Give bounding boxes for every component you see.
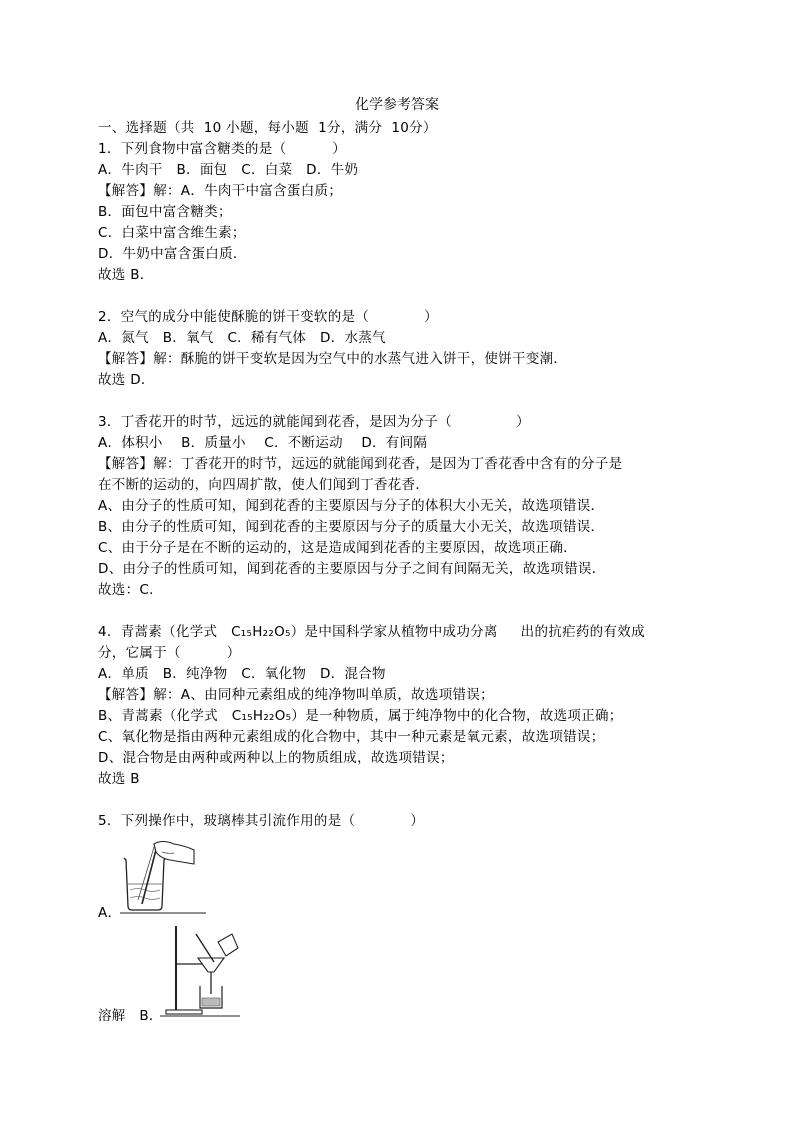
question-4-stem: 分，它属于（ ）	[98, 645, 241, 661]
question-4-answer-line: C、氧化物是指由两种元素组成的化合物中，其中一种元素是氧元素，故选项错误；	[98, 729, 605, 745]
beaker-stirring-illustration	[118, 840, 208, 916]
question-3-answer-line: A、由分子的性质可知，闻到花香的主要原因与分子的体积大小无关，故选项错误．	[98, 498, 605, 514]
question-1-answer-line: C．白菜中富含维生素；	[98, 225, 246, 241]
question-4-stem: 4．青蒿素（化学式 C₁₅H₂₂O₅）是中国科学家从植物中成功分离 出的抗疟药的有效成	[98, 624, 645, 640]
question-5-stem: 5．下列操作中，玻璃棒其引流作用的是（ ）	[98, 813, 425, 829]
option-b-figure-block	[98, 924, 698, 1024]
spacer	[98, 601, 698, 622]
question-3-answer-line: 故选：C．	[98, 582, 163, 598]
question-4-options: A．单质 B．纯净物 C．氧化物 D．混合物	[98, 666, 386, 682]
question-5	[98, 811, 698, 1024]
question-1-answer-line: B．面包中富含糖类；	[98, 204, 232, 220]
question-4-answer-line: 故选 B	[98, 771, 140, 787]
question-3-answer-line: 【解答】解：丁香花开的时节，远远的就能闻到花香，是因为丁香花香中含有的分子是	[98, 456, 623, 472]
question-3-answer-line: 在不断的运动的，向四周扩散，使人们闻到丁香花香．	[98, 477, 430, 493]
option-b-label: 溶解 B．	[98, 1008, 163, 1024]
question-1-answer-line: 故选 B．	[98, 267, 154, 283]
question-2-options: A．氮气 B．氧气 C．稀有气体 D．水蒸气	[98, 330, 386, 346]
question-2-answer-line: 【解答】解：酥脆的饼干变软是因为空气中的水蒸气进入饼干，使饼干变潮．	[98, 351, 568, 367]
question-2	[98, 307, 698, 391]
question-4-answer-line: D、混合物是由两种或两种以上的物质组成，故选项错误；	[98, 750, 454, 766]
question-3-answer-line: B、由分子的性质可知，闻到花香的主要原因与分子的质量大小无关，故选项错误．	[98, 519, 605, 535]
question-4	[98, 622, 698, 790]
spacer	[98, 790, 698, 811]
option-a-figure-block	[98, 832, 698, 924]
option-a-label: A．	[98, 905, 122, 921]
question-1	[98, 139, 698, 286]
page-title: 化学参考答案	[355, 97, 439, 113]
question-4-answer-line: B、青蒿素（化学式 C₁₅H₂₂O₅）是一种物质，属于纯净物中的化合物，故选项正确；	[98, 708, 623, 724]
question-2-answer-line: 故选 D．	[98, 372, 155, 388]
question-3	[98, 412, 698, 601]
question-3-answer-line: C、由于分子是在不断的运动的，这是造成闻到花香的主要原因，故选项正确．	[98, 540, 577, 556]
spacer	[98, 391, 698, 412]
question-1-answer-line: D．牛奶中富含蛋白质．	[98, 246, 247, 262]
section-heading: 一、选择题（共 10 小题，每小题 1分，满分 10分）	[98, 120, 437, 136]
question-3-answer-line: D、由分子的性质可知，闻到花香的主要原因与分子之间有间隔无关，故选项错误．	[98, 561, 606, 577]
question-1-stem: 1．下列食物中富含糖类的是（ ）	[98, 141, 347, 157]
question-4-answer-line: 【解答】解：A、由同种元素组成的纯净物叫单质，故选项错误；	[98, 687, 494, 703]
filtration-stand-illustration	[160, 924, 240, 1020]
question-2-stem: 2．空气的成分中能使酥脆的饼干变软的是（ ）	[98, 309, 438, 325]
question-3-stem: 3．丁香花开的时节，远远的就能闻到花香，是因为分子（ ）	[98, 414, 530, 430]
question-3-options: A．体积小 B．质量小 C．不断运动 D．有间隔	[98, 435, 428, 451]
answer-content	[98, 118, 698, 1024]
spacer	[98, 286, 698, 307]
question-1-answer-line: 【解答】解：A．牛肉干中富含蛋白质；	[98, 183, 343, 199]
question-1-options: A．牛肉干 B．面包 C．白菜 D．牛奶	[98, 162, 359, 178]
